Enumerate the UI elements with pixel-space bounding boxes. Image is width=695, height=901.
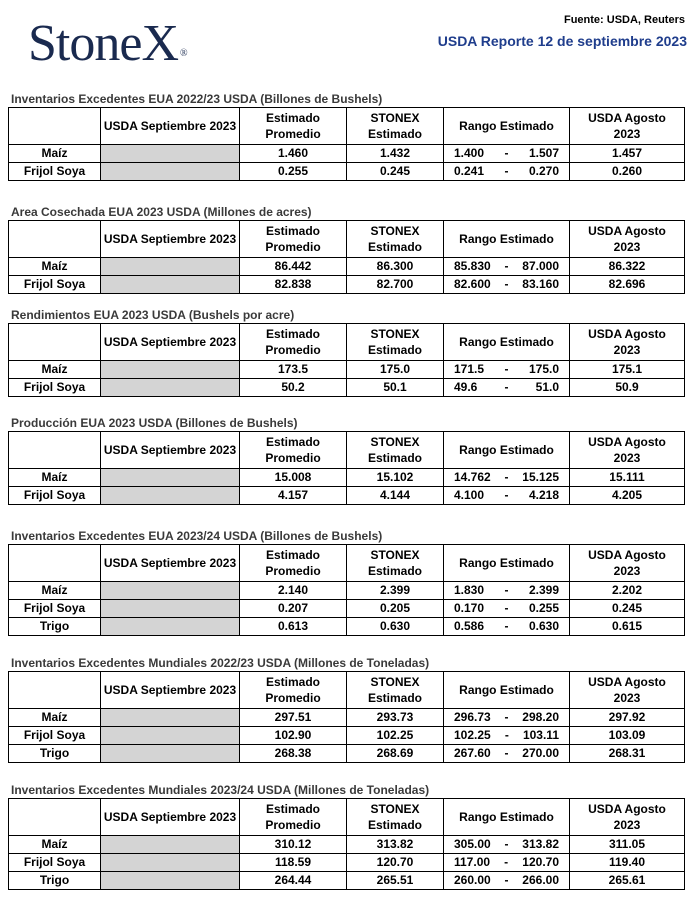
usda-sep-value <box>101 145 240 163</box>
usda-sep-value <box>101 258 240 276</box>
range-high: 266.00 <box>522 873 559 887</box>
range-low: 85.830 <box>454 259 491 273</box>
table-section <box>8 416 684 505</box>
usda-sep-value <box>101 618 240 636</box>
range-value <box>444 727 570 745</box>
range-dash: - <box>504 746 509 760</box>
section-title: Rendimientos EUA 2023 USDA (Bushels por acre) <box>11 308 295 322</box>
col-range: Rango Estimado <box>444 672 570 709</box>
table-row <box>9 872 685 890</box>
header-row <box>9 432 685 469</box>
table-row <box>9 854 685 872</box>
col-est-avg: Estimado Promedio <box>240 799 347 836</box>
table-row <box>9 469 685 487</box>
range-value <box>444 618 570 636</box>
range-low: 82.600 <box>454 277 491 291</box>
table-section <box>8 308 684 397</box>
range-value <box>444 487 570 505</box>
header-row <box>9 108 685 145</box>
range-dash: - <box>504 488 509 502</box>
range-low: 0.170 <box>454 601 485 615</box>
col-stonex: STONEX Estimado <box>347 221 444 258</box>
col-range: Rango Estimado <box>444 799 570 836</box>
table-row <box>9 582 685 600</box>
avg-value: 0.613 <box>240 618 347 636</box>
corner-cell <box>9 672 101 709</box>
usda-sep-value <box>101 582 240 600</box>
avg-value: 82.838 <box>240 276 347 294</box>
data-table <box>8 544 685 636</box>
col-usda-sep: USDA Septiembre 2023 <box>101 324 240 361</box>
col-range: Rango Estimado <box>444 221 570 258</box>
aug-value: 0.260 <box>570 163 685 181</box>
avg-value: 1.460 <box>240 145 347 163</box>
col-usda-aug: USDA Agosto 2023 <box>570 108 685 145</box>
row-label: Frijol Soya <box>9 600 101 618</box>
table-row <box>9 600 685 618</box>
range-high: 103.11 <box>522 728 559 742</box>
stonex-value: 2.399 <box>347 582 444 600</box>
col-est-avg: Estimado Promedio <box>240 108 347 145</box>
table-row <box>9 618 685 636</box>
section-title: Inventarios Excedentes Mundiales 2022/23 USDA (Millones de Toneladas) <box>11 656 430 670</box>
range-low: 296.73 <box>454 710 491 724</box>
corner-cell <box>9 221 101 258</box>
aug-value: 82.696 <box>570 276 685 294</box>
col-stonex: STONEX Estimado <box>347 799 444 836</box>
stonex-value: 86.300 <box>347 258 444 276</box>
range-dash: - <box>504 277 509 291</box>
usda-sep-value <box>101 836 240 854</box>
section-title: Inventarios Excedentes EUA 2022/23 USDA (Billones de Bushels) <box>11 92 383 106</box>
avg-value: 0.255 <box>240 163 347 181</box>
section-title: Area Cosechada EUA 2023 USDA (Millones de acres) <box>11 205 312 219</box>
range-high: 313.82 <box>522 837 559 851</box>
col-usda-aug: USDA Agosto 2023 <box>570 799 685 836</box>
col-usda-sep: USDA Septiembre 2023 <box>101 799 240 836</box>
range-high: 15.125 <box>522 470 559 484</box>
row-label: Frijol Soya <box>9 727 101 745</box>
range-high: 0.255 <box>528 601 559 615</box>
usda-sep-value <box>101 854 240 872</box>
table-section <box>8 205 684 294</box>
table-row <box>9 145 685 163</box>
range-high: 1.507 <box>528 146 559 160</box>
data-table <box>8 107 685 181</box>
stonex-value: 293.73 <box>347 709 444 727</box>
col-usda-sep: USDA Septiembre 2023 <box>101 672 240 709</box>
stonex-value: 313.82 <box>347 836 444 854</box>
range-dash: - <box>504 259 509 273</box>
table-row <box>9 836 685 854</box>
avg-value: 86.442 <box>240 258 347 276</box>
range-dash: - <box>504 470 509 484</box>
range-dash: - <box>504 873 509 887</box>
col-usda-aug: USDA Agosto 2023 <box>570 432 685 469</box>
col-stonex: STONEX Estimado <box>347 108 444 145</box>
range-value <box>444 745 570 763</box>
stonex-value: 15.102 <box>347 469 444 487</box>
range-value <box>444 258 570 276</box>
aug-value: 175.1 <box>570 361 685 379</box>
usda-sep-value <box>101 163 240 181</box>
table-section <box>8 783 684 890</box>
range-dash: - <box>504 710 509 724</box>
stonex-value: 82.700 <box>347 276 444 294</box>
range-low: 260.00 <box>454 873 491 887</box>
table-row <box>9 361 685 379</box>
aug-value: 311.05 <box>570 836 685 854</box>
row-label: Frijol Soya <box>9 854 101 872</box>
col-est-avg: Estimado Promedio <box>240 545 347 582</box>
range-high: 0.630 <box>528 619 559 633</box>
col-usda-aug: USDA Agosto 2023 <box>570 545 685 582</box>
row-label: Frijol Soya <box>9 276 101 294</box>
usda-sep-value <box>101 379 240 397</box>
usda-sep-value <box>101 361 240 379</box>
aug-value: 86.322 <box>570 258 685 276</box>
aug-value: 50.9 <box>570 379 685 397</box>
aug-value: 0.615 <box>570 618 685 636</box>
aug-value: 265.61 <box>570 872 685 890</box>
source-note: Fuente: USDA, Reuters <box>563 14 685 26</box>
range-dash: - <box>504 164 509 178</box>
range-high: 4.218 <box>528 488 559 502</box>
col-est-avg: Estimado Promedio <box>240 221 347 258</box>
row-label: Maíz <box>9 145 101 163</box>
stonex-value: 0.245 <box>347 163 444 181</box>
table-row <box>9 487 685 505</box>
data-table <box>8 671 685 763</box>
col-range: Rango Estimado <box>444 108 570 145</box>
row-label: Maíz <box>9 361 101 379</box>
section-title: Inventarios Excedentes Mundiales 2023/24 USDA (Millones de Toneladas) <box>11 783 430 797</box>
range-dash: - <box>504 619 509 633</box>
range-low: 4.100 <box>454 488 485 502</box>
col-usda-sep: USDA Septiembre 2023 <box>101 432 240 469</box>
row-label: Frijol Soya <box>9 379 101 397</box>
aug-value: 103.09 <box>570 727 685 745</box>
col-est-avg: Estimado Promedio <box>240 672 347 709</box>
row-label: Maíz <box>9 709 101 727</box>
range-value <box>444 600 570 618</box>
section-title: Inventarios Excedentes EUA 2023/24 USDA (Billones de Bushels) <box>11 529 383 543</box>
range-low: 49.6 <box>454 380 478 394</box>
range-high: 298.20 <box>522 710 559 724</box>
col-stonex: STONEX Estimado <box>347 545 444 582</box>
range-value <box>444 361 570 379</box>
range-low: 1.830 <box>454 583 485 597</box>
data-table <box>8 220 685 294</box>
section-title: Producción EUA 2023 USDA (Billones de Bushels) <box>11 416 298 430</box>
avg-value: 50.2 <box>240 379 347 397</box>
col-range: Rango Estimado <box>444 545 570 582</box>
table-row <box>9 276 685 294</box>
header-row <box>9 221 685 258</box>
range-dash: - <box>504 728 509 742</box>
range-low: 305.00 <box>454 837 491 851</box>
avg-value: 15.008 <box>240 469 347 487</box>
table-row <box>9 745 685 763</box>
range-dash: - <box>504 380 509 394</box>
aug-value: 119.40 <box>570 854 685 872</box>
range-value <box>444 854 570 872</box>
avg-value: 2.140 <box>240 582 347 600</box>
row-label: Frijol Soya <box>9 487 101 505</box>
range-high: 270.00 <box>522 746 559 760</box>
table-section <box>8 92 684 181</box>
aug-value: 1.457 <box>570 145 685 163</box>
header-row <box>9 799 685 836</box>
row-label: Trigo <box>9 872 101 890</box>
data-table <box>8 323 685 397</box>
table-row <box>9 727 685 745</box>
row-label: Maíz <box>9 469 101 487</box>
row-label: Maíz <box>9 836 101 854</box>
corner-cell <box>9 324 101 361</box>
avg-value: 297.51 <box>240 709 347 727</box>
data-table <box>8 798 685 890</box>
usda-sep-value <box>101 600 240 618</box>
range-value <box>444 872 570 890</box>
range-dash: - <box>504 362 509 376</box>
stonex-value: 175.0 <box>347 361 444 379</box>
stonex-value: 0.630 <box>347 618 444 636</box>
table-row <box>9 709 685 727</box>
header-row <box>9 672 685 709</box>
aug-value: 268.31 <box>570 745 685 763</box>
range-low: 102.25 <box>454 728 491 742</box>
table-section <box>8 656 684 763</box>
range-value <box>444 582 570 600</box>
corner-cell <box>9 545 101 582</box>
range-dash: - <box>504 601 509 615</box>
col-stonex: STONEX Estimado <box>347 672 444 709</box>
avg-value: 173.5 <box>240 361 347 379</box>
range-low: 0.586 <box>454 619 485 633</box>
col-est-avg: Estimado Promedio <box>240 324 347 361</box>
avg-value: 102.90 <box>240 727 347 745</box>
row-label: Maíz <box>9 258 101 276</box>
col-stonex: STONEX Estimado <box>347 324 444 361</box>
table-row <box>9 163 685 181</box>
range-high: 0.270 <box>528 164 559 178</box>
aug-value: 297.92 <box>570 709 685 727</box>
range-dash: - <box>504 855 509 869</box>
range-value <box>444 145 570 163</box>
row-label: Maíz <box>9 582 101 600</box>
usda-sep-value <box>101 276 240 294</box>
range-low: 0.241 <box>454 164 485 178</box>
usda-sep-value <box>101 727 240 745</box>
usda-sep-value <box>101 709 240 727</box>
col-usda-aug: USDA Agosto 2023 <box>570 672 685 709</box>
avg-value: 268.38 <box>240 745 347 763</box>
range-low: 267.60 <box>454 746 491 760</box>
corner-cell <box>9 799 101 836</box>
usda-sep-value <box>101 872 240 890</box>
range-dash: - <box>504 583 509 597</box>
range-value <box>444 709 570 727</box>
stonex-value: 265.51 <box>347 872 444 890</box>
usda-sep-value <box>101 469 240 487</box>
stonex-value: 50.1 <box>347 379 444 397</box>
col-usda-sep: USDA Septiembre 2023 <box>101 545 240 582</box>
header-row <box>9 545 685 582</box>
row-label: Trigo <box>9 618 101 636</box>
range-high: 87.000 <box>522 259 559 273</box>
avg-value: 264.44 <box>240 872 347 890</box>
range-high: 2.399 <box>528 583 559 597</box>
range-high: 120.70 <box>522 855 559 869</box>
header-row <box>9 324 685 361</box>
data-table <box>8 431 685 505</box>
stonex-value: 4.144 <box>347 487 444 505</box>
stonex-value: 1.432 <box>347 145 444 163</box>
avg-value: 310.12 <box>240 836 347 854</box>
col-range: Rango Estimado <box>444 324 570 361</box>
usda-sep-value <box>101 487 240 505</box>
avg-value: 0.207 <box>240 600 347 618</box>
range-value <box>444 469 570 487</box>
range-low: 1.400 <box>454 146 485 160</box>
range-value <box>444 163 570 181</box>
avg-value: 4.157 <box>240 487 347 505</box>
range-low: 14.762 <box>454 470 491 484</box>
col-stonex: STONEX Estimado <box>347 432 444 469</box>
range-value <box>444 276 570 294</box>
report-title: USDA Reporte 12 de septiembre 2023 <box>437 33 687 49</box>
aug-value: 4.205 <box>570 487 685 505</box>
col-usda-sep: USDA Septiembre 2023 <box>101 221 240 258</box>
table-row <box>9 379 685 397</box>
col-est-avg: Estimado Promedio <box>240 432 347 469</box>
range-high: 83.160 <box>522 277 559 291</box>
corner-cell <box>9 108 101 145</box>
range-value <box>444 836 570 854</box>
range-high: 175.0 <box>528 362 559 376</box>
col-usda-sep: USDA Septiembre 2023 <box>101 108 240 145</box>
col-usda-aug: USDA Agosto 2023 <box>570 324 685 361</box>
col-range: Rango Estimado <box>444 432 570 469</box>
range-high: 51.0 <box>535 380 559 394</box>
stonex-value: 0.205 <box>347 600 444 618</box>
stonex-logo: StoneX ® <box>28 15 187 72</box>
aug-value: 0.245 <box>570 600 685 618</box>
stonex-value: 102.25 <box>347 727 444 745</box>
usda-sep-value <box>101 745 240 763</box>
range-low: 171.5 <box>454 362 485 376</box>
table-section <box>8 529 684 636</box>
aug-value: 2.202 <box>570 582 685 600</box>
range-low: 117.00 <box>454 855 491 869</box>
table-row <box>9 258 685 276</box>
range-dash: - <box>504 146 509 160</box>
col-usda-aug: USDA Agosto 2023 <box>570 221 685 258</box>
stonex-value: 120.70 <box>347 854 444 872</box>
corner-cell <box>9 432 101 469</box>
range-dash: - <box>504 837 509 851</box>
stonex-value: 268.69 <box>347 745 444 763</box>
row-label: Trigo <box>9 745 101 763</box>
range-value <box>444 379 570 397</box>
aug-value: 15.111 <box>570 469 685 487</box>
row-label: Frijol Soya <box>9 163 101 181</box>
avg-value: 118.59 <box>240 854 347 872</box>
